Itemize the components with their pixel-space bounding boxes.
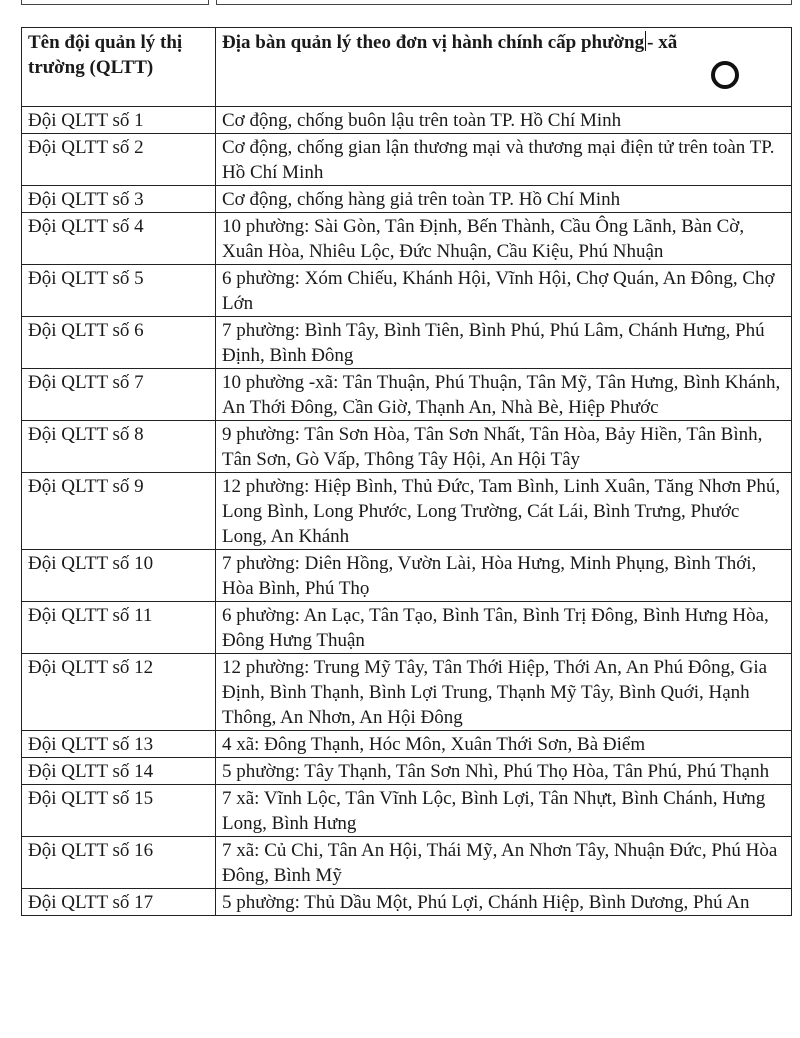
team-name-cell: Đội QLTT số 12 bbox=[22, 654, 216, 731]
table-row bbox=[22, 421, 792, 473]
team-name-cell: Đội QLTT số 9 bbox=[22, 473, 216, 550]
table-row bbox=[22, 213, 792, 265]
table-row bbox=[22, 134, 792, 186]
area-cell: 5 phường: Thủ Dầu Một, Phú Lợi, Chánh Hiệp, Bình Dương, Phú An bbox=[216, 889, 792, 916]
team-name-cell: Đội QLTT số 16 bbox=[22, 837, 216, 889]
area-cell: 6 phường: Xóm Chiếu, Khánh Hội, Vĩnh Hội, Chợ Quán, An Đông, Chợ Lớn bbox=[216, 265, 792, 317]
table-row bbox=[22, 473, 792, 550]
table-row bbox=[22, 837, 792, 889]
area-cell: 10 phường: Sài Gòn, Tân Định, Bến Thành, Cầu Ông Lãnh, Bàn Cờ, Xuân Hòa, Nhiêu Lộc, Đức Nhuận, Cầu Kiệu, Phú Nhuận bbox=[216, 213, 792, 265]
team-name-cell: Đội QLTT số 10 bbox=[22, 550, 216, 602]
team-name-cell: Đội QLTT số 2 bbox=[22, 134, 216, 186]
market-management-table bbox=[21, 27, 792, 916]
team-name-cell: Đội QLTT số 14 bbox=[22, 758, 216, 785]
area-cell: 7 xã: Củ Chi, Tân An Hội, Thái Mỹ, An Nhơn Tây, Nhuận Đức, Phú Hòa Đông, Bình Mỹ bbox=[216, 837, 792, 889]
area-cell: 9 phường: Tân Sơn Hòa, Tân Sơn Nhất, Tân Hòa, Bảy Hiền, Tân Bình, Tân Sơn, Gò Vấp, Thông Tây Hội, An Hội Tây bbox=[216, 421, 792, 473]
area-cell: 7 phường: Bình Tây, Bình Tiên, Bình Phú, Phú Lâm, Chánh Hưng, Phú Định, Bình Đông bbox=[216, 317, 792, 369]
team-name-cell: Đội QLTT số 8 bbox=[22, 421, 216, 473]
team-name-cell: Đội QLTT số 7 bbox=[22, 369, 216, 421]
table-row bbox=[22, 602, 792, 654]
team-name-cell: Đội QLTT số 11 bbox=[22, 602, 216, 654]
table-row bbox=[22, 731, 792, 758]
table-row bbox=[22, 265, 792, 317]
header-team-name: Tên đội quản lý thị trường (QLTT) bbox=[22, 28, 216, 107]
table-row bbox=[22, 550, 792, 602]
area-cell: 6 phường: An Lạc, Tân Tạo, Bình Tân, Bình Trị Đông, Bình Hưng Hòa, Đông Hưng Thuận bbox=[216, 602, 792, 654]
team-name-cell: Đội QLTT số 15 bbox=[22, 785, 216, 837]
previous-table-edge bbox=[0, 0, 800, 6]
area-cell: Cơ động, chống gian lận thương mại và thương mại điện tử trên toàn TP. Hồ Chí Minh bbox=[216, 134, 792, 186]
area-cell: 4 xã: Đông Thạnh, Hóc Môn, Xuân Thới Sơn, Bà Điểm bbox=[216, 731, 792, 758]
table-row bbox=[22, 186, 792, 213]
team-name-cell: Đội QLTT số 13 bbox=[22, 731, 216, 758]
circle-annotation-icon bbox=[711, 61, 739, 89]
team-name-cell: Đội QLTT số 4 bbox=[22, 213, 216, 265]
team-name-cell: Đội QLTT số 17 bbox=[22, 889, 216, 916]
header-area-tail: - xã bbox=[647, 32, 678, 53]
previous-cell-right bbox=[216, 0, 792, 5]
table-row bbox=[22, 654, 792, 731]
team-name-cell: Đội QLTT số 5 bbox=[22, 265, 216, 317]
header-management-area bbox=[216, 28, 792, 107]
table-row bbox=[22, 785, 792, 837]
table-row bbox=[22, 107, 792, 134]
text-cursor bbox=[645, 31, 646, 51]
area-cell: 7 xã: Vĩnh Lộc, Tân Vĩnh Lộc, Bình Lợi, Tân Nhựt, Bình Chánh, Hưng Long, Bình Hưng bbox=[216, 785, 792, 837]
area-cell: 12 phường: Trung Mỹ Tây, Tân Thới Hiệp, Thới An, An Phú Đông, Gia Định, Bình Thạnh, Bình Lợi Trung, Thạnh Mỹ Tây, Bình Quới, Hạnh Thông, An Nhơn, An Hội Đông bbox=[216, 654, 792, 731]
header-area-text: Địa bàn quản lý theo đơn vị hành chính cấp phường bbox=[222, 32, 645, 53]
table-row bbox=[22, 889, 792, 916]
area-cell: 10 phường -xã: Tân Thuận, Phú Thuận, Tân Mỹ, Tân Hưng, Bình Khánh, An Thới Đông, Cần Giờ, Thạnh An, Nhà Bè, Hiệp Phước bbox=[216, 369, 792, 421]
area-cell: Cơ động, chống buôn lậu trên toàn TP. Hồ Chí Minh bbox=[216, 107, 792, 134]
previous-cell-left bbox=[21, 0, 209, 5]
team-name-cell: Đội QLTT số 3 bbox=[22, 186, 216, 213]
area-cell: 5 phường: Tây Thạnh, Tân Sơn Nhì, Phú Thọ Hòa, Tân Phú, Phú Thạnh bbox=[216, 758, 792, 785]
team-name-cell: Đội QLTT số 1 bbox=[22, 107, 216, 134]
area-cell: 12 phường: Hiệp Bình, Thủ Đức, Tam Bình, Linh Xuân, Tăng Nhơn Phú, Long Bình, Long Phước, Long Trường, Cát Lái, Bình Trưng, Phước Long, An Khánh bbox=[216, 473, 792, 550]
table-row bbox=[22, 369, 792, 421]
area-cell: 7 phường: Diên Hồng, Vườn Lài, Hòa Hưng, Minh Phụng, Bình Thới, Hòa Bình, Phú Thọ bbox=[216, 550, 792, 602]
table-row bbox=[22, 317, 792, 369]
table-header-row bbox=[22, 28, 792, 107]
team-name-cell: Đội QLTT số 6 bbox=[22, 317, 216, 369]
area-cell: Cơ động, chống hàng giả trên toàn TP. Hồ Chí Minh bbox=[216, 186, 792, 213]
table-row bbox=[22, 758, 792, 785]
